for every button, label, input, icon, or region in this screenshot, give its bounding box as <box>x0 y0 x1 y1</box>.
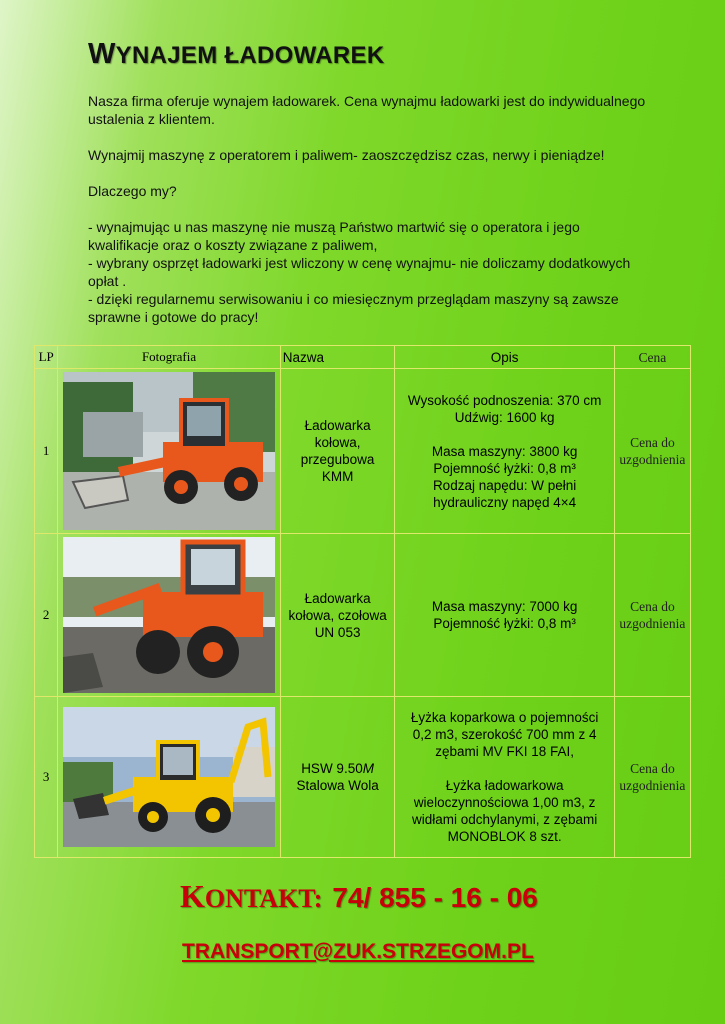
row-lp: 1 <box>35 369 58 534</box>
page-title: WYNAJEM ŁADOWAREK <box>88 38 385 70</box>
header-name: Nazwa <box>280 346 395 369</box>
machines-table <box>34 345 691 858</box>
loader-un053-photo <box>63 537 275 693</box>
table-header-row <box>35 346 691 369</box>
contact-phone[interactable]: 74/ 855 - 16 - 06 <box>332 882 538 913</box>
row-price: Cena do uzgodnienia <box>614 697 690 858</box>
intro-paragraph-1: Nasza firma oferuje wynajem ładowarek. Cena wynajmu ładowarki jest do indywidualnego ustalenia z klientem. <box>88 93 646 127</box>
intro-bullet-3: - dzięki regularnemu serwisowaniu i co miesięcznym przeglądam maszyny są zawsze sprawne i gotowe do pracy! <box>88 291 619 325</box>
table-row <box>35 369 691 534</box>
intro-bullet-1: - wynajmując u nas maszynę nie muszą Państwo martwić się o operatora i jego kwalifikacje oraz o koszty związane z paliwem, <box>88 219 580 253</box>
backhoe-hsw-photo <box>63 707 275 847</box>
intro-bullet-2: - wybrany osprzęt ładowarki jest wliczony w cenę wynajmu- nie doliczamy dodatkowych opłat . <box>88 255 631 289</box>
row-photo-cell <box>58 697 280 858</box>
row-price: Cena do uzgodnienia <box>614 369 690 534</box>
row-name: HSW 9.50M Stalowa Wola <box>280 697 395 858</box>
row-description: Masa maszyny: 7000 kg Pojemność łyżki: 0,8 m³ <box>395 534 614 697</box>
row-name: Ładowarka kołowa, czołowa UN 053 <box>280 534 395 697</box>
header-photo: Fotografia <box>58 346 280 369</box>
intro-paragraph-2: Wynajmij maszynę z operatorem i paliwem- zaoszczędzisz czas, nerwy i pieniądze! <box>88 147 605 163</box>
contact-heading: KONTAKT: 74/ 855 - 16 - 06 <box>180 878 538 914</box>
row-photo-cell <box>58 369 280 534</box>
loader-kmm-photo <box>63 372 275 530</box>
intro-question: Dlaczego my? <box>88 183 177 199</box>
row-description: Wysokość podnoszenia: 370 cm Udźwig: 1600 kg Masa maszyny: 3800 kg Pojemność łyżki: 0,8 m³ Rodzaj napędu: W pełni hydrauliczny napęd 4×4 <box>395 369 614 534</box>
contact-email-link[interactable]: TRANSPORT@ZUK.STRZEGOM.PL <box>182 940 534 963</box>
header-desc: Opis <box>395 346 614 369</box>
table-row <box>35 534 691 697</box>
header-lp: LP <box>35 346 58 369</box>
row-description: Łyżka koparkowa o pojemności 0,2 m3, szerokość 700 mm z 4 zębami MV FKI 18 FAI, Łyżka ładowarkowa wieloczynnościowa 1,00 m3, z widłami odchylanymi, z zębami MONOBLOK 8 szt. <box>395 697 614 858</box>
row-photo-cell <box>58 534 280 697</box>
row-lp: 3 <box>35 697 58 858</box>
row-name: Ładowarka kołowa, przegubowa KMM <box>280 369 395 534</box>
row-lp: 2 <box>35 534 58 697</box>
header-price: Cena <box>614 346 690 369</box>
row-price: Cena do uzgodnienia <box>614 534 690 697</box>
intro-text <box>88 92 648 326</box>
table-row <box>35 697 691 858</box>
